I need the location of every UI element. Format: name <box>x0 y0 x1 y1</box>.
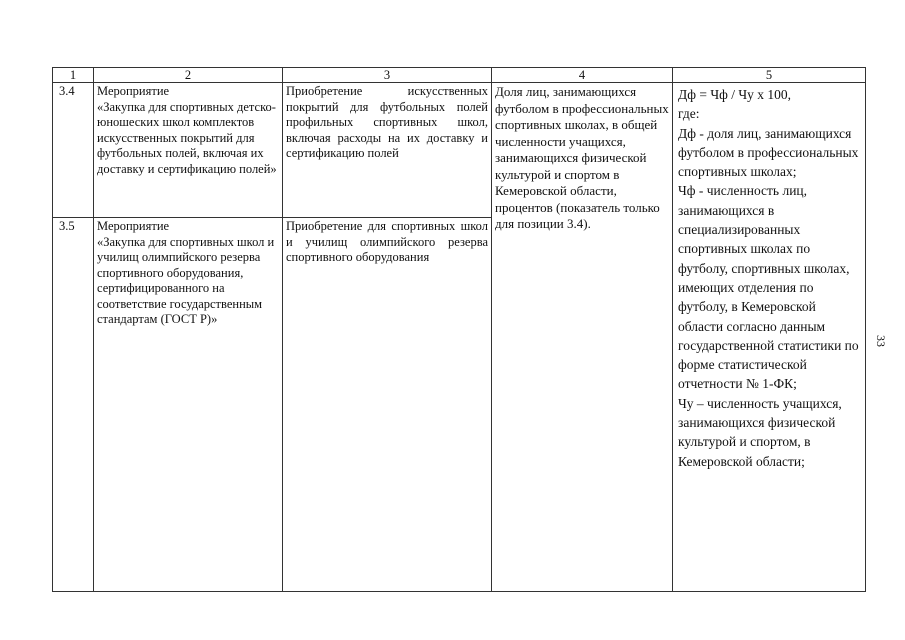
header-col-3: 3 <box>283 68 492 83</box>
header-col-1: 1 <box>53 68 94 83</box>
event-description: Приобретение искусственных покрытий для футбольных полей профильных спортивных школ, включая расходы на их доставку и сертификацию полей <box>283 83 492 218</box>
header-col-2: 2 <box>94 68 283 83</box>
header-col-4: 4 <box>492 68 673 83</box>
event-name: Мероприятие «Закупка для спортивных школ и училищ олимпийского резерва спортивного оборудования, сертифицированного на соответствие государственным стандартам (ГОСТ Р)» <box>94 218 283 592</box>
header-col-5: 5 <box>673 68 866 83</box>
row-number: 3.4 <box>53 83 94 218</box>
formula-cell: Дф = Чф / Чу х 100, где: Дф - доля лиц, занимающихся футболом в профессиональных спортивных школах; Чф - численность лиц, занимающихся в специализированных спортивных школах по футболу, спортивных школах, имеющих отделения по футболу, в Кемеровской области согласно данным государственной статистики по форме статистической отчетности № 1-ФК; Чу – численность учащихся, занимающихся физической культурой и спортом, в Кемеровской области; <box>673 83 866 592</box>
event-name: Мероприятие «Закупка для спортивных детско-юношеских школ комплектов искусственных покрытий для футбольных полей, включая их доставку и сертификацию полей» <box>94 83 283 218</box>
indicator-cell: Доля лиц, занимающихся футболом в профессиональных спортивных школах, в общей численности учащихся, занимающихся физической культурой и спортом в Кемеровской области, процентов (показатель только для позиции 3.4). <box>492 83 673 592</box>
measures-table <box>52 67 866 592</box>
event-description: Приобретение для спортивных школ и училищ олимпийского резерва спортивного оборудования <box>283 218 492 592</box>
page-number: 33 <box>874 335 888 347</box>
table-row <box>53 83 866 218</box>
row-number: 3.5 <box>53 218 94 592</box>
header-row <box>53 68 866 83</box>
